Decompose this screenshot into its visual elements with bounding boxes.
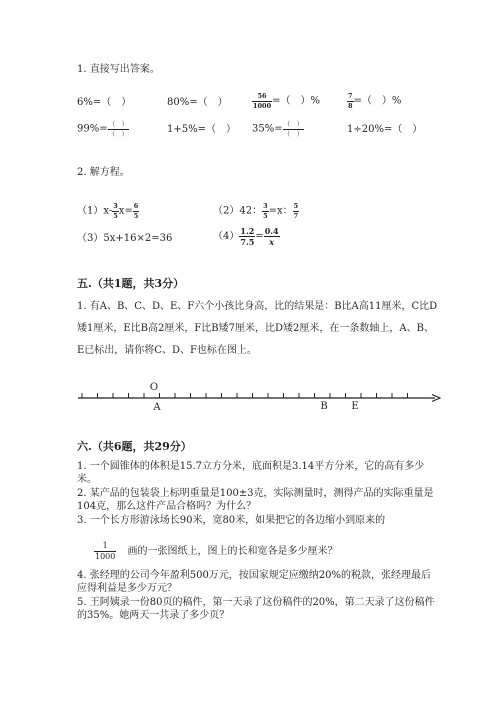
section-6-title: 六.（共6题，共29分）: [77, 440, 192, 453]
origin-label: O: [149, 382, 159, 393]
point-a-label: A: [153, 402, 161, 413]
denominator-blank: （ ）: [108, 129, 129, 138]
q1-r1-b: 80%=（ ）: [167, 97, 228, 108]
section-5-title: 五.（共1题，共3分）: [77, 277, 185, 290]
q1-r2-d: 1÷20%=（ ）: [347, 124, 423, 135]
denominator: 7.5: [240, 237, 255, 247]
denominator: x: [269, 237, 275, 247]
numerator: 6: [133, 202, 139, 210]
numerator: 3: [113, 202, 118, 210]
fraction-blank: [108, 121, 130, 137]
fraction: [264, 227, 280, 246]
q1-r2-c: [252, 121, 304, 137]
point-b-label: B: [320, 401, 328, 412]
q1-r1-c: [252, 93, 320, 109]
expression: =: [255, 231, 264, 242]
denominator: 7: [293, 211, 299, 220]
denominator: 1000: [95, 552, 116, 561]
section-6-question-5: 5. 王阿姨录一份80页的稿件，第一天录了这份稿件的20%，第二天录了这份稿件的35%。她两天一共录了多少页？: [77, 597, 435, 621]
equation-3: （3）5x+16×2=36: [77, 233, 173, 244]
numerator: 0.4: [264, 226, 279, 236]
q1-r2-a: [77, 121, 129, 137]
denominator: 5: [263, 211, 268, 220]
tick-marks: [82, 393, 408, 398]
question-text: 画的一张图纸上，图上的长和宽各是多少厘米？: [127, 546, 338, 557]
expression: （1）x-: [77, 205, 113, 217]
denominator: 8: [348, 101, 353, 110]
expression: x=: [118, 205, 133, 217]
fraction-blank: [283, 121, 305, 137]
fraction: [252, 93, 272, 109]
denominator: 5: [133, 211, 139, 220]
expression: =x：: [268, 205, 293, 217]
numerator: 3: [263, 202, 268, 210]
numerator-blank: （ ）: [283, 120, 304, 128]
q1-r1-d: [347, 93, 401, 109]
q1-heading: 1. 直接写出答案。: [77, 64, 160, 75]
fraction: [133, 203, 140, 219]
section-6-question-1: 1. 一个圆锥体的体积是15.7立方分米，底面积是3.14平方分米，它的高有多少米。: [77, 461, 425, 485]
section-6-question-3-continued: [94, 542, 338, 561]
answer-blank: =（ ）%: [272, 95, 320, 107]
q1-r2-b: 1+5%=（ ）: [167, 124, 236, 135]
numerator: 1: [94, 542, 116, 552]
section-6-question-4: 4. 张经理的公司今年盈利500万元，按国家规定应缴纳20%的税款，张经理最后应得利益是多少万元？: [77, 570, 432, 594]
fraction: [239, 227, 255, 246]
q1-r1-a: 6%=（ ）: [77, 97, 132, 108]
equation-2: [213, 203, 299, 219]
number-line: [70, 378, 455, 416]
denominator-blank: （ ）: [283, 129, 304, 138]
section-5-question-text: 1. 有A、B、C、D、E、F六个小孩比身高，比的结果是：B比A高11厘米，C比D矮1厘米，E比B高2厘米，F比B矮7厘米，比D矮2厘米，在一条数轴上，A、B、E已标出，请你将C、D、F也标在图上。: [77, 301, 438, 356]
answer-blank: =（ ）%: [353, 95, 402, 107]
q2-heading: 2. 解方程。: [77, 167, 130, 178]
fraction: [293, 203, 300, 219]
denominator: 5: [113, 211, 118, 220]
expression: （2）42：: [213, 205, 263, 217]
point-e-label: E: [351, 401, 359, 412]
expression: 35%=: [252, 123, 283, 135]
numerator: 56: [252, 93, 272, 102]
expression: 99%=: [77, 123, 108, 135]
section-6-question-3: 3. 一个长方形游泳场长90米，宽80米，如果把它的各边缩小到原来的: [77, 515, 386, 526]
numerator: 7: [348, 92, 353, 100]
numerator: 1.2: [240, 226, 255, 236]
expression: （4）: [213, 231, 240, 242]
equation-1: [77, 203, 139, 219]
fraction: [94, 542, 116, 561]
denominator: 1000: [253, 101, 272, 110]
section-6-question-2: 2. 某产品的包装袋上标明重量是100±3克，实际测量时，测得产品的实际重量是104克，那么这件产品合格吗？为什么？: [77, 488, 434, 512]
equation-4: [213, 227, 280, 246]
numerator: 5: [293, 202, 299, 210]
numerator-blank: （ ）: [108, 120, 129, 128]
